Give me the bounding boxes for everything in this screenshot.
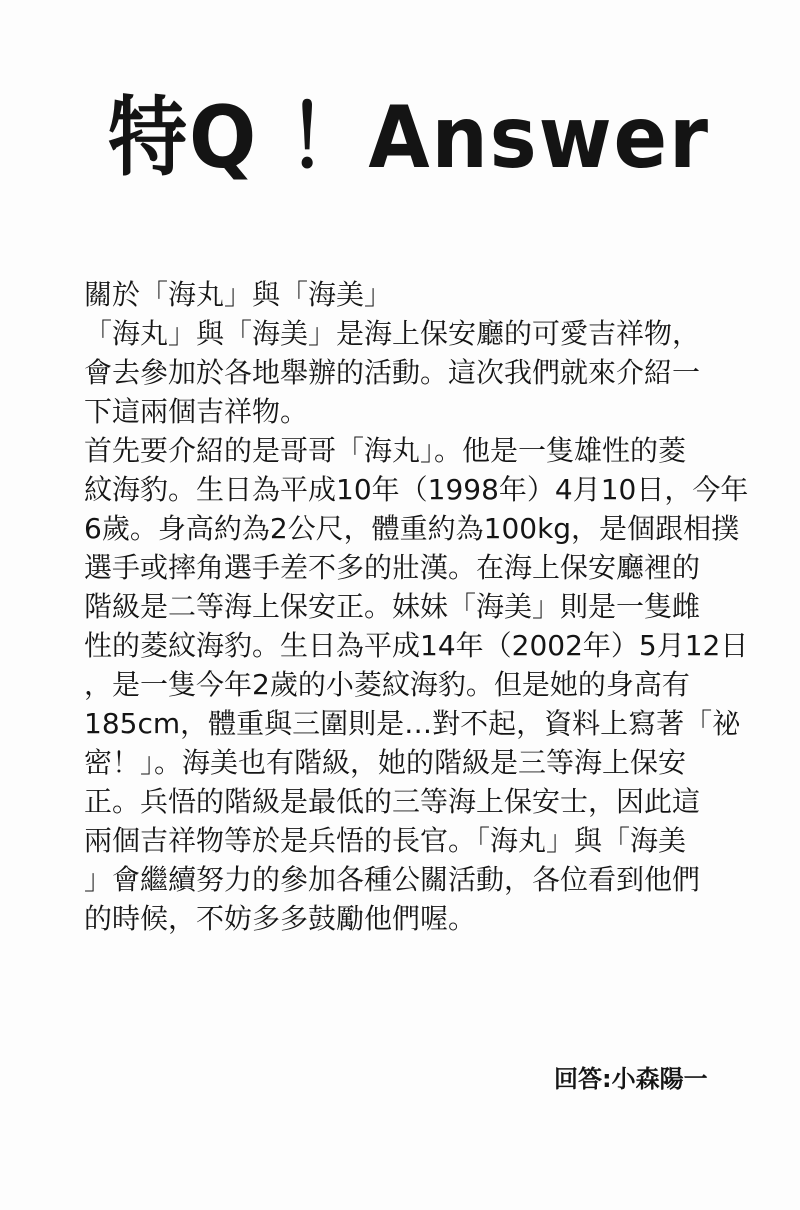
body-text — [84, 275, 749, 938]
text-line: 選手或摔角選手差不多的壯漢。在海上保安廳裡的 — [84, 551, 701, 584]
text-line: 「海丸」與「海美」是海上保安廳的可愛吉祥物， — [84, 317, 701, 350]
text-line: 階級是二等海上保安正。妹妹「海美」則是一隻雌 — [84, 590, 701, 623]
text-line: 正。兵悟的階級是最低的三等海上保安士，因此這 — [84, 785, 701, 818]
answer-credit: 回答:小森陽一 — [554, 1065, 708, 1093]
text-line: 6歲。身高約為2公尺，體重約為100kg，是個跟相撲 — [84, 512, 740, 545]
text-line: 紋海豹。生日為平成10年（1998年）4月10日，今年 — [84, 473, 749, 506]
text-line: 性的菱紋海豹。生日為平成14年（2002年）5月12日 — [84, 629, 749, 662]
text-line: 185cm，體重與三圍則是…對不起，資料上寫著「祕 — [84, 707, 741, 740]
text-line: ，是一隻今年2歲的小菱紋海豹。但是她的身高有 — [84, 668, 690, 701]
text-line: 的時候，不妨多多鼓勵他們喔。 — [84, 902, 477, 935]
text-line: 首先要介紹的是哥哥「海丸」。他是一隻雄性的菱 — [84, 434, 687, 467]
text-line: 下這兩個吉祥物。 — [84, 395, 309, 428]
text-line: 關於「海丸」與「海美」 — [84, 278, 393, 311]
text-line: 密！」。海美也有階級，她的階級是三等海上保安 — [84, 746, 687, 779]
text-line: 兩個吉祥物等於是兵悟的長官。「海丸」與「海美 — [84, 824, 687, 857]
text-line: 會去參加於各地舉辦的活動。這次我們就來介紹一 — [84, 356, 701, 389]
text-line: 」會繼續努力的參加各種公關活動，各位看到他們 — [84, 863, 701, 896]
page-title: 特Q ！Answer — [108, 88, 710, 188]
